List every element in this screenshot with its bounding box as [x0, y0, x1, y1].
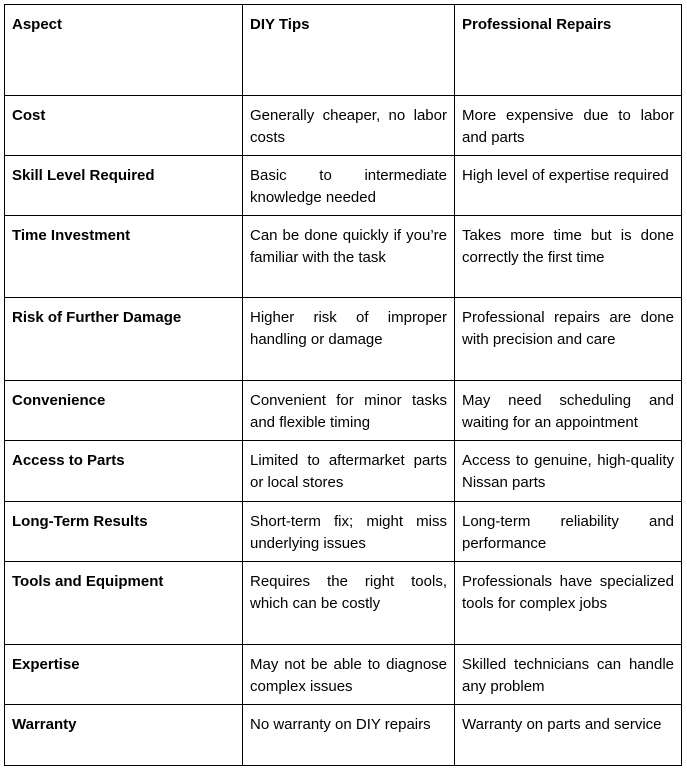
table-row — [5, 645, 682, 705]
table-row — [5, 705, 682, 766]
diy-cell: Higher risk of improper handling or damage — [243, 298, 455, 381]
pro-cell: High level of expertise required — [455, 156, 682, 216]
pro-cell: More expensive due to labor and parts — [455, 96, 682, 156]
pro-cell: Professionals have specialized tools for complex jobs — [455, 562, 682, 645]
table-row — [5, 156, 682, 216]
diy-cell: May not be able to diagnose complex issues — [243, 645, 455, 705]
table-row — [5, 298, 682, 381]
header-aspect: Aspect — [5, 5, 243, 96]
aspect-cell: Time Investment — [5, 216, 243, 298]
diy-cell: Short-term fix; might miss underlying issues — [243, 502, 455, 562]
diy-cell: No warranty on DIY repairs — [243, 705, 455, 766]
pro-cell: Takes more time but is done correctly the first time — [455, 216, 682, 298]
aspect-cell: Risk of Further Damage — [5, 298, 243, 381]
diy-cell: Requires the right tools, which can be costly — [243, 562, 455, 645]
comparison-table — [4, 4, 682, 766]
header-row — [5, 5, 682, 96]
diy-cell: Basic to intermediate knowledge needed — [243, 156, 455, 216]
pro-cell: Warranty on parts and service — [455, 705, 682, 766]
table-row — [5, 216, 682, 298]
table-row — [5, 96, 682, 156]
header-diy-tips: DIY Tips — [243, 5, 455, 96]
aspect-cell: Expertise — [5, 645, 243, 705]
table-row — [5, 441, 682, 502]
aspect-cell: Warranty — [5, 705, 243, 766]
diy-cell: Limited to aftermarket parts or local stores — [243, 441, 455, 502]
pro-cell: Long-term reliability and performance — [455, 502, 682, 562]
pro-cell: Professional repairs are done with precision and care — [455, 298, 682, 381]
pro-cell: Skilled technicians can handle any problem — [455, 645, 682, 705]
aspect-cell: Skill Level Required — [5, 156, 243, 216]
diy-cell: Convenient for minor tasks and flexible timing — [243, 381, 455, 441]
diy-cell: Generally cheaper, no labor costs — [243, 96, 455, 156]
table-row — [5, 381, 682, 441]
aspect-cell: Convenience — [5, 381, 243, 441]
aspect-cell: Cost — [5, 96, 243, 156]
table-row — [5, 502, 682, 562]
header-professional-repairs: Professional Repairs — [455, 5, 682, 96]
diy-cell: Can be done quickly if you’re familiar with the task — [243, 216, 455, 298]
aspect-cell: Access to Parts — [5, 441, 243, 502]
pro-cell: Access to genuine, high-quality Nissan parts — [455, 441, 682, 502]
aspect-cell: Long-Term Results — [5, 502, 243, 562]
pro-cell: May need scheduling and waiting for an appointment — [455, 381, 682, 441]
table-row — [5, 562, 682, 645]
aspect-cell: Tools and Equipment — [5, 562, 243, 645]
